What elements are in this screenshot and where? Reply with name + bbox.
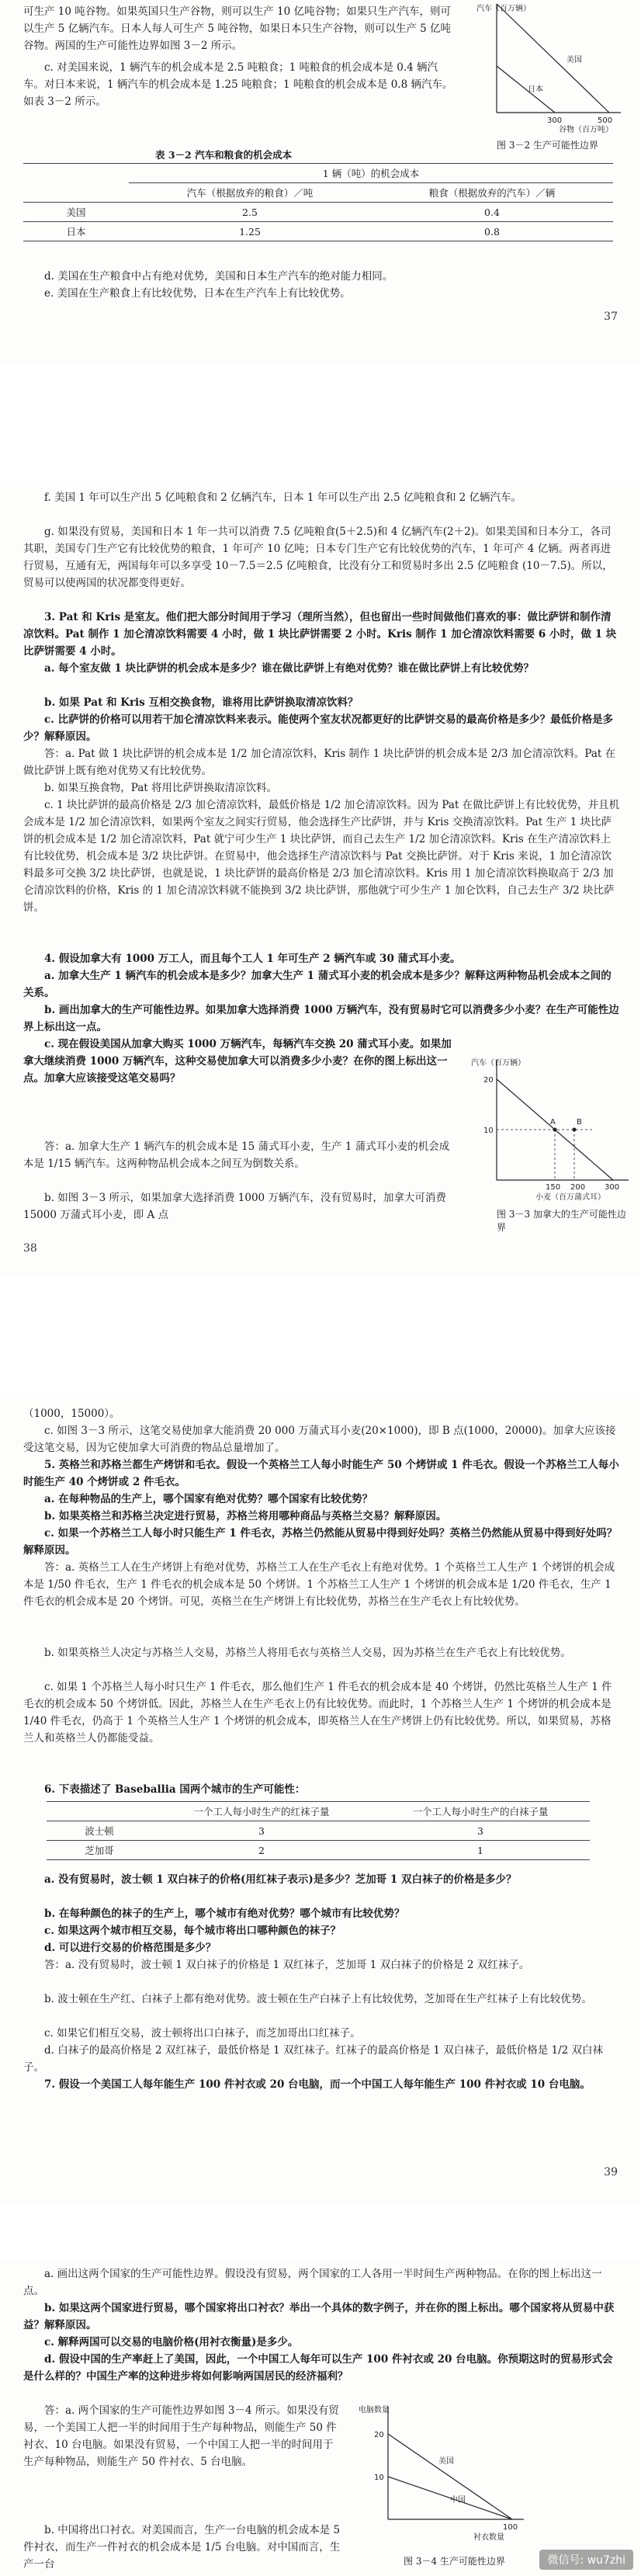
point-a [553,1128,557,1132]
answer-5c: c. 如果 1 个苏格兰人每小时只生产 1 件毛衣，那么他们生产 1 件毛衣的机会成本是 40 个烤饼，仍然比英格兰人生产 1 件毛衣的机会成本 50 个烤饼低。因此，苏格兰人在生产毛衣上仍有比较优势。而此时，1 个苏格兰人生产 1 个烤饼的机会成本是 1/40 件毛衣，仍高于 1 个英格兰人生产 1 个烤饼的机会成本，即英格兰人在生产烤饼上仍有比较优势。所以，如果贸易，苏格兰人和英格兰人仍都能受益。 [23,1681,612,1745]
figure-3-2-caption: 图 3－2 生产可能性边界 [497,140,598,151]
tick-20: 20 [374,2431,384,2439]
answer-6c: c. 如果它们相互交易，波士顿将出口白袜子，而芝加哥出口红袜子。 [44,2027,361,2040]
answer-5a: 答：a. 英格兰工人在生产烤饼上有绝对优势，苏格兰工人在生产毛衣上有绝对优势。1 个英格兰工人生产 1 个烤饼的机会成本是 1/50 件毛衣，生产 1 件毛衣的机会成本是 50 个烤饼。1 个苏格兰工人生产 1 个烤饼的机会成本是 1/20 件毛衣，生产 1 件毛衣的机会成本是 20 个烤饼。可见，英格兰在生产烤饼上有比较优势，苏格兰在生产毛衣上有比较优势。 [23,1561,615,1608]
tick-300: 300 [605,1183,620,1192]
question-3: 3. Pat 和 Kris 是室友。他们把大部分时间用于学习（理所当然），但也留出一些时间做他们喜欢的事：做比萨饼和制作清凉饮料。Pat 制作 1 加仑清凉饮料需要 4 小时，做 1 块比萨饼需要 2 小时。Kris 制作 1 加仑清凉饮料需要 6 小时，做 1 块比萨饼需要 4 小时。 [23,611,617,658]
question-5b: b. 如果英格兰和苏格兰决定进行贸易，苏格兰将用哪种商品与英格兰交易？解释原因。 [44,1510,447,1522]
answer-4b: b. 如图 3－3 所示，如果加拿大选择消费 1000 万辆汽车，没有贸易时，加拿大可消费 15000 万蒲式耳小麦，即 A 点 [23,1192,446,1221]
table-header-red: 一个工人每小时生产的红袜子量 [152,1802,371,1821]
answer-6b: b. 波士顿在生产红、白袜子上都有绝对优势。波士顿在生产白袜子上有比较优势，芝加哥在生产红袜子上有比较优势。 [44,1993,592,2005]
table-header-white: 一个工人每小时生产的白袜子量 [371,1802,590,1821]
table-row: 美国 2.5 0.4 [23,203,613,222]
label-us: 美国 [567,56,582,64]
figure-3-3-caption: 图 3－3 加拿大的生产可能性边界 [497,1209,626,1233]
answer-4c: c. 如图 3－3 所示，这笔交易使加拿大能消费 20 000 万蒲式耳小麦(20×1000)，即 B 点(1000，20000)。加拿大应该接受这笔交易，因为它使加拿大可消费的物品总量增加了。 [23,1425,616,1454]
figure-3-2 [473,0,629,136]
answer-6a: 答：a. 没有贸易时，波士顿 1 双白袜子的价格是 1 双红袜子，芝加哥 1 双白袜子的价格是 2 双红袜子。 [44,1959,530,1971]
tick-200: 200 [570,1183,586,1192]
paragraph-d: d. 美国在生产粮食中占有绝对优势，美国和日本生产汽车的绝对能力相同。 [44,270,393,283]
question-6a: a. 没有贸易时，波士顿 1 双白袜子的价格(用红袜子表示)是多少？芝加哥 1 双白袜子的价格是多少？ [44,1873,517,1886]
question-3b: b. 如果 Pat 和 Kris 互相交换食物，谁将用比萨饼换取清凉饮料？ [44,696,359,709]
table-header-grain: 粮食（根据放弃的汽车）／辆 [371,183,613,203]
question-6b: b. 在每种颜色的袜子的生产上，哪个城市有绝对优势？哪个城市有比较优势？ [44,1908,405,1920]
table-row: 波士顿 3 3 [47,1821,590,1841]
question-4b: b. 画出加拿大的生产可能性边界。如果加拿大选择消费 1000 万辆汽车，没有贸易时它可以消费多少小麦？在生产可能性边界上标出这一点。 [23,1004,619,1033]
answer-4a: 答：a. 加拿大生产 1 辆汽车的机会成本是 15 蒲式耳小麦，生产 1 蒲式耳小麦的机会成本是 1/15 辆汽车。这两种物品机会成本之间互为倒数关系。 [23,1140,450,1170]
label-china: 中国 [450,2496,466,2505]
watermark: 微信号: wu7zhi [539,2550,633,2570]
paragraph-intro: 可生产 10 吨谷物。如果英国只生产谷物，则可以生产 10 亿吨谷物；如果只生产汽车，则可以生产 5 亿辆汽车。日本人每人可生产 5 吨谷物，如果日本只生产谷物，则可以生产 5 亿吨谷物。两国的生产可能性边界如图 3－2 所示。 [23,5,452,52]
paragraph-c: c. 对美国来说，1 辆汽车的机会成本是 2.5 吨粮食；1 吨粮食的机会成本是 0.4 辆汽车。对日本来说，1 辆汽车的机会成本是 1.25 吨粮食；1 吨粮食的机会成本是 0.8 辆汽车。如表 3－2 所示。 [23,61,453,108]
us-frontier [497,4,609,113]
point-b [573,1128,577,1132]
page-gap [0,1277,641,1397]
question-7c: c. 解释两国可以交易的电脑价格(用衬衣衡量)是多少。 [44,2336,299,2349]
question-6: 6. 下表描述了 Baseballia 国两个城市的生产可能性： [44,1783,306,1796]
tick-10: 10 [483,1127,494,1135]
table-3-2 [23,163,613,241]
y-axis-label: 汽车（百万辆） [476,5,531,13]
table-row: 日本 1.25 0.8 [23,222,613,241]
table-header-car: 汽车（根据放弃的粮食）／吨 [129,183,371,203]
continuation: （1000，15000）。 [23,1408,120,1420]
tick-150: 150 [546,1183,561,1192]
japan-frontier [497,66,555,113]
answer-3c: c. 1 块比萨饼的最高价格是 2/3 加仑清凉饮料，最低价格是 1/2 加仑清凉饮料。因为 Pat 在做比萨饼上有比较优势，并且机会成本是 1/2 加仑清凉饮料，如果两个室友之间实行贸易，他会选择生产比萨饼，并与 Kris 交换清凉饮料。Pat 生产 1 块比萨饼的机会成本是 1/2 加仑清凉饮料，Pat 就宁可少生产 1 块比萨饼，而自己去生产 1/2 加仑清凉饮料。Kris 在生产清凉饮料上有比较优势，机会成本是 3/2 块比萨饼。在贸易中，他会选择生产清凉饮料与 Pat 交换比萨饼。对于 Kris 来说，1 加仑清凉饮料最多可交换 3/2 块比萨饼，也就是说，1 块比萨饼的最高价格是 2/3 加仑清凉饮料。Kris 用 1 加仑清凉饮料换取高于 2/3 加仑清凉饮料的价格，Kris 的 1 加仑清凉饮料就不能换到 3/2 块比萨饼，那他就宁可少生产 1 加仑饮料，自己去生产 3/2 块比萨饼。 [23,799,620,914]
page-number: 37 [604,311,618,323]
us-frontier [388,2434,512,2519]
y-axis-label: 电脑数量 [359,2406,390,2415]
page-gap [0,2205,641,2259]
page-37 [0,0,641,365]
answer-3a: 答：a. Pat 做 1 块比萨饼的机会成本是 1/2 加仑清凉饮料，Kris 制作 1 块比萨饼的机会成本是 2/3 加仑清凉饮料。Pat 在做比萨饼上既有绝对优势又有比较优势。 [23,748,616,777]
paragraph-f: f. 美国 1 年可以生产出 5 亿吨粮食和 2 亿辆汽车，日本 1 年可以生产出 2.5 亿吨粮食和 2 亿辆汽车。 [44,491,522,504]
page-number: 39 [604,2166,618,2178]
answer-6d: d. 白袜子的最高价格是 2 双红袜子，最低价格是 1 双红袜子。红袜子的最高价格是 1 双白袜子，最低价格是 1/2 双白袜子。 [23,2044,604,2074]
label-us: 美国 [438,2457,454,2466]
question-7a: a. 画出这两个国家的生产可能性边界。假设没有贸易，两个国家的工人各用一半时间生产两种物品。在你的图上标出这一点。 [23,2268,602,2297]
question-5a: a. 在每种物品的生产上，哪个国家有绝对优势？哪个国家有比较优势？ [44,1493,373,1505]
tick-100: 100 [503,2523,518,2532]
label-japan: 日本 [528,85,543,94]
tick-20: 20 [483,1076,494,1085]
question-7: 7. 假设一个美国工人每年能生产 100 件衬衣或 20 台电脑，而一个中国工人每年能生产 100 件衬衣或 10 台电脑。 [44,2078,591,2091]
page-38 [0,481,641,1277]
page-gap [0,365,641,481]
answer-7b: b. 中国将出口衬衣。对美国而言，生产一台电脑的机会成本是 5 件衬衣，而生产一件衬衣的机会成本是 1/5 台电脑。对中国而言，生产一台 [23,2524,341,2571]
tick-300: 300 [547,116,563,125]
page-40 [0,2259,641,2576]
question-4c: c. 现在假设美国从加拿大购买 1000 万辆汽车，每辆汽车交换 20 蒲式耳小麦。如果加拿大继续消费 1000 万辆汽车，这种交易使加拿大可以消费多少小麦？在你的图上标出这一点。加拿大应该接受这笔交易吗？ [23,1038,452,1085]
question-7d: d. 假设中国的生产率赶上了美国，因此，一个中国工人每年可以生产 100 件衬衣或 20 台电脑。你预期这时的贸易形式会是什么样的？中国生产率的这种进步将如何影响两国居民的经济福利？ [23,2353,613,2383]
figure-3-4-caption: 图 3－4 生产可能性边界 [404,2556,505,2567]
paragraph-e: e. 美国在生产粮食上有比较优势，日本在生产汽车上有比较优势。 [44,287,351,300]
page-39 [0,1397,641,2205]
question-5: 5. 英格兰和苏格兰都生产烤饼和毛衣。假设一个英格兰工人每小时能生产 50 个烤饼或 1 件毛衣。假设一个苏格兰工人每小时能生产 40 个烤饼或 2 件毛衣。 [23,1459,619,1488]
table-3-2-title: 表 3－2 汽车和粮食的机会成本 [155,149,293,161]
x-axis-label: 衬衣数量 [473,2533,504,2542]
x-axis-label: 谷物（百万吨） [559,126,613,134]
question-4a: a. 加拿大生产 1 辆汽车的机会成本是多少？加拿大生产 1 蒲式耳小麦的机会成本是多少？解释这两种物品机会成本之间的关系。 [23,970,612,999]
table-col-head: 1 辆（吨）的机会成本 [129,164,613,183]
x-axis-label: 小麦（百万蒲式耳） [535,1193,605,1202]
question-4: 4. 假设加拿大有 1000 万工人，而且每个工人 1 年可生产 2 辆汽车或 30 蒲式耳小麦。 [44,953,461,965]
question-7b: b. 如果这两个国家进行贸易，哪个国家将出口衬衣？举出一个具体的数字例子，并在你的图上标出。哪个国家将从贸易中获益？解释原因。 [23,2302,615,2331]
page-number: 38 [23,1242,37,1255]
answer-3b: b. 如果互换食物，Pat 将用比萨饼换取清凉饮料。 [44,782,277,794]
figure-3-3 [469,1056,632,1203]
answer-5b: b. 如果英格兰人决定与苏格兰人交易，苏格兰人将用毛衣与英格兰人交易，因为苏格兰在生产毛衣上有比较优势。 [44,1647,571,1659]
tick-10: 10 [374,2474,384,2482]
answer-7a: 答：a. 两个国家的生产可能性边界如图 3－4 所示。如果没有贸易，一个美国工人把一半的时间用于生产每种物品，则能生产 50 件衬衣、10 台电脑。如果没有贸易，一个中国工人把一半的时间用于生产每种物品，则能生产 50 件衬衣、5 台电脑。 [23,2404,339,2468]
paragraph-g: g. 如果没有贸易，美国和日本 1 年一共可以消费 7.5 亿吨粮食(5＋2.5)和 4 亿辆汽车(2＋2)。如果美国和日本分工，各司其职，美国专门生产它有比较优势的粮食，1 年可产 10 亿吨；日本专门生产它有比较优势的汽车，1 年可产 4 亿辆。两者再进行贸易，互通有无，两国每年可以多享受 10－7.5＝2.5 亿吨粮食，比没有分工和贸易时多出 2.5 亿吨粮食 (10－7.5)。所以，贸易可以使两国的状况都变得更好。 [23,526,613,589]
question-6c: c. 如果这两个城市相互交易，每个城市将出口哪种颜色的袜子？ [44,1925,341,1937]
table-row: 芝加哥 2 1 [47,1841,590,1860]
label-b: B [577,1118,582,1127]
question-5c: c. 如果一个苏格兰工人每小时只能生产 1 件毛衣，苏格兰仍然能从贸易中得到好处吗？英格兰仍然能从贸易中得到好处吗？解释原因。 [23,1527,618,1557]
question-3a: a. 每个室友做 1 块比萨饼的机会成本是多少？谁在做比萨饼上有绝对优势？谁在做比萨饼上有比较优势？ [44,662,534,675]
table-6 [47,1801,590,1860]
tick-500: 500 [598,116,613,125]
figure-3-4 [357,2403,528,2550]
y-axis-label: 汽车（百万辆） [471,1059,525,1068]
question-3c: c. 比萨饼的价格可以用若干加仑清凉饮料来表示。能使两个室友状况都更好的比萨饼交易的最高价格是多少？最低价格是多少？解释原因。 [23,713,614,743]
question-6d: d. 可以进行交易的价格范围是多少？ [44,1942,217,1954]
label-a: A [550,1118,556,1127]
